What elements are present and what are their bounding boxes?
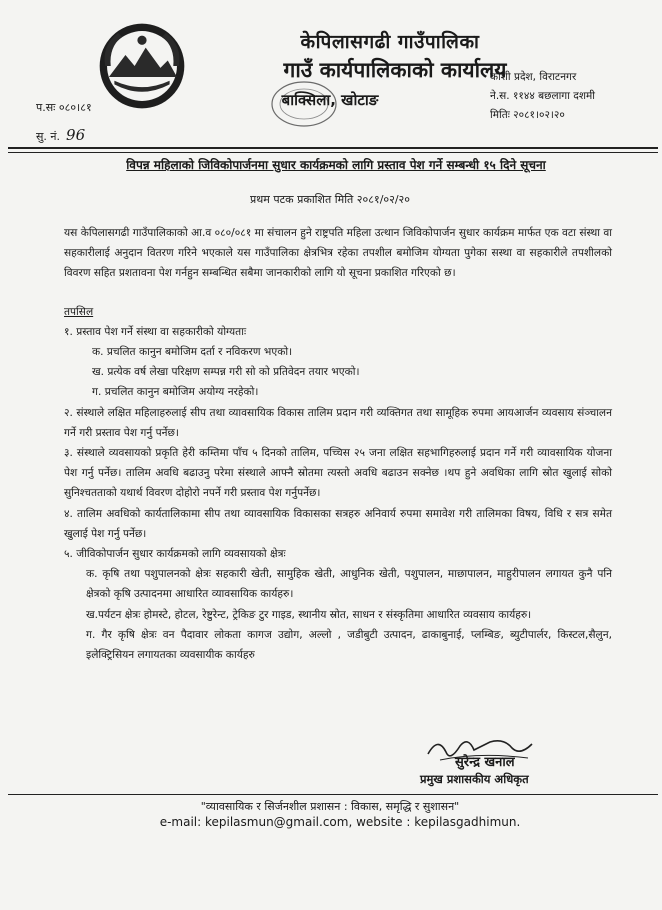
municipality-emblem-icon bbox=[96, 20, 188, 112]
list-item: ५. जीविकोपार्जन सुधार कार्यक्रमको लागि व्यवसायको क्षेत्रः bbox=[64, 548, 286, 561]
footer-contact: e-mail: kepilasmun@gmail.com, website : kepilasgadhimun. bbox=[159, 815, 521, 829]
notice-subject: विपन्न महिलाको जिविकोपार्जनमा सुधार कार्यक्रमको लागि प्रस्ताव पेश गर्ने सम्बन्धी १५ दिने सूचना bbox=[126, 158, 546, 172]
footer-divider bbox=[8, 794, 658, 795]
signatory-title: प्रमुख प्रशासकीय अधिकृत bbox=[420, 772, 529, 786]
header-divider bbox=[8, 147, 658, 149]
list-item: ४. तालिम अवधिको कार्यतालिकामा सीप तथा व्यावसायिक विकासका सत्रहरु अनिवार्य रुपमा समावेश गरी तालिमका विषय, विधि र सत्र समेत खुलाई पेश गर्नु पर्नेछ। bbox=[64, 507, 612, 540]
list-item: क. प्रचलित कानुन बमोजिम दर्ता र नविकरण भएको। bbox=[92, 346, 293, 359]
dispatch-label: सु. नं. bbox=[36, 130, 61, 143]
address-block bbox=[490, 68, 595, 125]
intro-paragraph: यस केपिलासगढी गाउँपालिकाको आ.व ०८०/०८१ मा संचालन हुने राष्ट्रपति महिला उत्थान जिविकोपार्जन सुधार कार्यक्रम मार्फत एक वटा संस्था वा सहकारीलाई अनुदान वितरण गरिने भएकाले यस गाउँपालिका क्षेत्रभित्र रहेका तपशील बमोजिम योग्यता पुगेका सस्था वा सहकारीले तपशीलको विवरण सहित प्रशतावना पेश गर्नहुन सम्बन्धित सबैमा जानकारीको लागि यो सूचना प्रकाशित गरिएको छ। bbox=[64, 227, 612, 280]
list-item: ख. प्रत्येक वर्ष लेखा परिक्षण सम्पन्न गरी सो को प्रतिवेदन तयार भएको। bbox=[92, 366, 360, 379]
list-item: क. कृषि तथा पशुपालनको क्षेत्रः सहकारी खेती, सामुहिक खेती, आधुनिक खेती, पशुपालन, माछापालन, माहुरीपालन लगायत कुनै पनि क्षेत्रको कृषि उत्पादनमा आधारित व्यावसायिक कार्यहरु। bbox=[86, 568, 612, 601]
address-line: कोशी प्रदेश, विराटनगर bbox=[490, 71, 577, 83]
address-date: मितिः २०८१।०२।२० bbox=[490, 109, 565, 121]
details-heading: तपसिल bbox=[64, 305, 94, 318]
list-item: २. संस्थाले लक्षित महिलाहरुलाई सीप तथा व्यावसायिक विकास तालिम प्रदान गरी व्यक्तिगत तथा सामूहिक रुपमा आयआर्जन व्यवसाय संञ्चालन गर्ने गरी प्रस्ताव पेश गर्नु पर्नेछ। bbox=[64, 406, 612, 439]
list-item: ग. गैर कृषि क्षेत्रः वन पैदावार लोकता कागज उद्योग, अल्लो , जडीबुटी उत्पादन, ढाकाबुनाई, प्लम्बिङ, ब्युटीपार्लर, किस्टल,सैलुन, इलेक्ट्रिसियन लगायतका व्यवसायीक कार्यहरु bbox=[86, 628, 612, 662]
list-item: ३. संस्थाले व्यवसायको प्रकृति हेरी कम्तिमा पाँच ५ दिनको तालिम, पच्चिस २५ जना लक्षित सहभागिहरुलाई प्रदान गर्ने गरी व्यावसायिक योजना पेश गर्नु पर्नेछ। तालिम अवधि बढाउनु परेमा संस्थाले आफ्नै स्रोतमा त्यस्तो अवधि बढाउन सक्नेछ ।थप हुने अवधिका लागि स्रोत खुलाई सोको सुनिश्चतताको यथार्थ विवरण दोहोरो नपर्ने गरी प्रस्ताव पेश गर्नुपर्नेछ। bbox=[64, 447, 612, 500]
office-name: गाउँ कार्यपालिकाको कार्यालय bbox=[283, 58, 507, 82]
signatory-name: सुरेन्द्र खनाल bbox=[455, 755, 515, 770]
publish-date: प्रथम पटक प्रकाशित मिति २०८१/०२/२० bbox=[250, 193, 410, 206]
list-item: ग. प्रचलित कानुन बमोजिम अयोग्य नरहेको। bbox=[92, 386, 259, 399]
dispatch-number bbox=[36, 126, 85, 144]
header-divider-thin bbox=[8, 152, 658, 153]
office-location: बाक्सिला, खोटाङ bbox=[281, 91, 379, 109]
address-line: ने.स. ११४४ बछलागा दशमी bbox=[490, 90, 595, 102]
municipality-name: केपिलासगढी गाउँपालिका bbox=[300, 31, 480, 53]
letter-ref-number: प.सः ०८०।८१ bbox=[36, 101, 92, 114]
list-item: ख.पर्यटन क्षेत्रः होमस्टे, होटल, रेष्टुरेन्ट, ट्रेकिङ टुर गाइड, स्थानीय स्रोत, साधन र संस्कृतिमा आधारित व्यवसाय कार्यहरु। bbox=[86, 608, 532, 621]
footer-motto: "व्यावसायिक र सिर्जनशील प्रशासन : विकास, समृद्धि र सुशासन" bbox=[200, 800, 460, 813]
notice-body bbox=[64, 223, 612, 665]
list-item: १. प्रस्ताव पेश गर्ने संस्था वा सहकारीको योग्यताः bbox=[64, 325, 247, 338]
dispatch-value: 96 bbox=[66, 126, 86, 144]
